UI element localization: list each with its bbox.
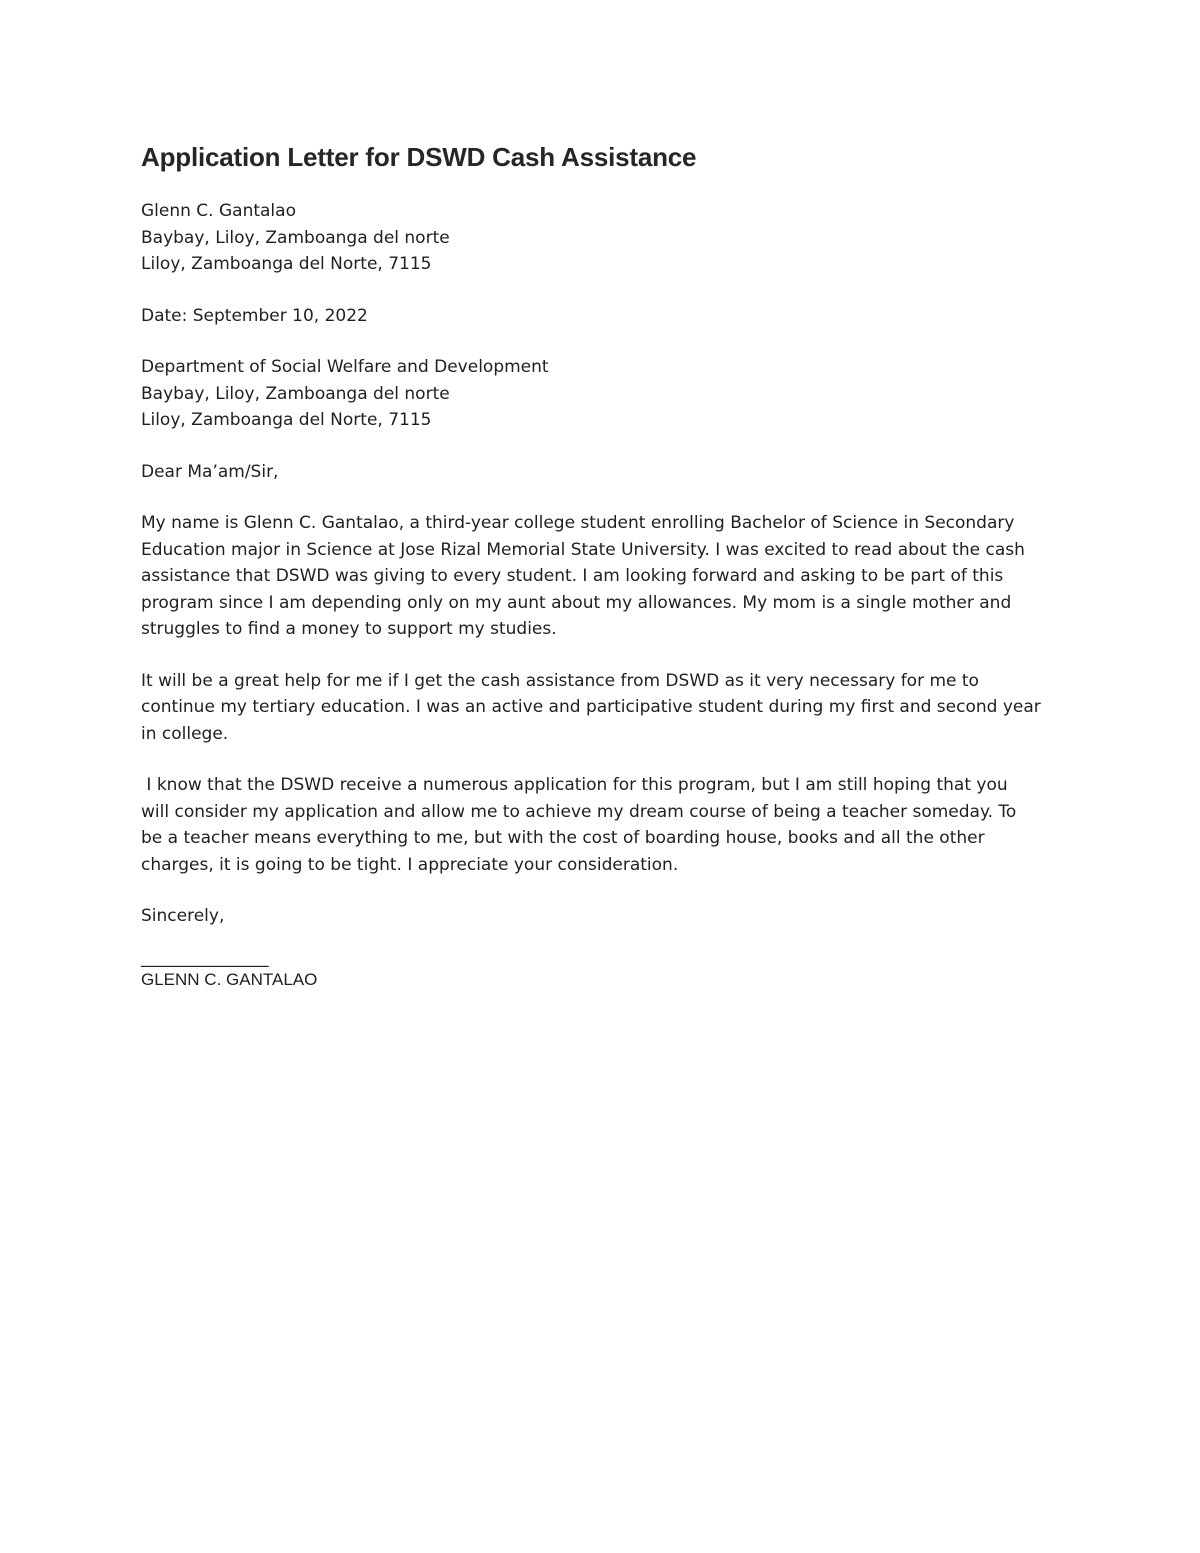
date-block — [141, 303, 1071, 330]
paragraph-line: struggles to find a money to support my studies. — [141, 619, 557, 639]
sender-address-line1: Baybay, Liloy, Zamboanga del norte — [141, 227, 450, 248]
recipient-address-block — [141, 354, 1071, 434]
sender-name: Glenn C. Gantalao — [141, 201, 296, 221]
paragraph-line: My name is Glenn C. Gantalao, a third-year college student enrolling Bachelor of Science in Secondary — [141, 513, 1015, 533]
paragraph-line: continue my tertiary education. I was an active and participative student during my first and second year — [141, 697, 1041, 717]
body-paragraph-2 — [141, 668, 1061, 748]
body-paragraph-1 — [141, 510, 1061, 643]
letter-title: Application Letter for DSWD Cash Assistance — [141, 142, 697, 172]
paragraph-line: will consider my application and allow me to achieve my dream course of being a teacher someday. To — [141, 801, 1017, 822]
recipient-org: Department of Social Welfare and Development — [141, 357, 549, 377]
paragraph-line: assistance that DSWD was giving to every student. I am looking forward and asking to be part of this — [141, 566, 1004, 586]
letter-body — [141, 140, 1071, 1017]
paragraph-line: in college. — [141, 723, 229, 744]
salutation: Dear Ma’am/Sir, — [141, 461, 279, 482]
sender-address-line2: Liloy, Zamboanga del Norte, 7115 — [141, 254, 432, 274]
signature-line: _______________ — [141, 947, 269, 968]
paragraph-line: Education major in Science at Jose Rizal Memorial State University. I was excited to read about the cash — [141, 539, 1025, 560]
paragraph-line: charges, it is going to be tight. I appreciate your consideration. — [141, 854, 679, 875]
body-paragraph-3 — [141, 772, 1061, 878]
salutation-block — [141, 459, 1071, 486]
paragraph-line: be a teacher means everything to me, but with the cost of boarding house, books and all the other — [141, 828, 985, 848]
letter-date: Date: September 10, 2022 — [141, 305, 368, 326]
closing-block — [141, 903, 1071, 992]
paragraph-line: I know that the DSWD receive a numerous application for this program, but I am still hoping that you — [141, 775, 1008, 795]
paragraph-line: program since I am depending only on my aunt about my allowances. My mom is a single mother and — [141, 592, 1012, 613]
signature-name: GLENN C. GANTALAO — [141, 969, 318, 989]
paragraph-line: It will be a great help for me if I get the cash assistance from DSWD as it very necessary for me to — [141, 670, 979, 691]
sender-address-block — [141, 198, 1071, 278]
closing: Sincerely, — [141, 906, 225, 926]
recipient-address-line1: Baybay, Liloy, Zamboanga del norte — [141, 383, 450, 404]
recipient-address-line2: Liloy, Zamboanga del Norte, 7115 — [141, 410, 432, 430]
